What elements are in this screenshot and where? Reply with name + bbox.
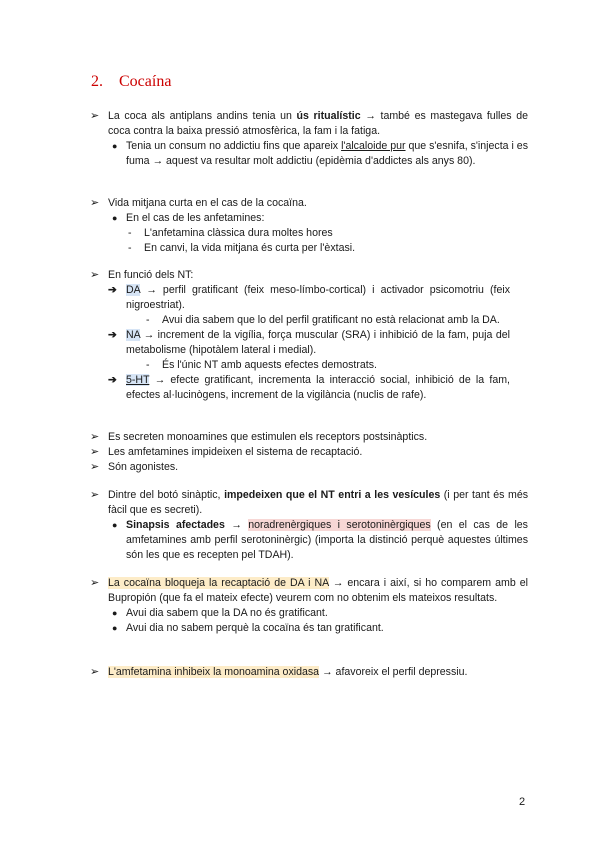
bullet-recaptacio [90,445,528,460]
text-run: (i per tant és més fàcil que es secreti). [108,489,529,516]
sub-bullet [112,606,528,621]
section-number: 2. [91,73,103,90]
arrow-bullet-icon: ➢ [90,461,100,473]
section-heading [91,72,171,92]
bullet-cocaina-recaptacio [90,576,528,636]
text-run: → encara i així, si ho comparem amb el Bupropión (que fa el mateix efecte) veurem com no obtenim els mateixos resultats. [108,577,528,604]
bullet-text [108,109,528,139]
text-run: que s'esnifa, s'injecta i es fuma → aquest va resultar molt addictiu (epidèmia d'addictes als anys 80). [126,140,529,167]
text-run: En el cas de les anfetamines: [126,212,265,224]
bullet-nt [90,268,528,403]
dash-item [128,226,492,241]
text-run: → increment de la vigília, força muscular (SRA) i inhibició de la fam, puja del metabolisme (hipotàlem lateral i medial). [126,329,510,356]
text-run: → [224,519,249,531]
sub-bullet [112,139,529,169]
section-title: Cocaína [119,73,172,90]
text-run: (en el cas de les amfetamines amb perfil serotoninèrgic) (importa la distinció perquè aquestes últimes són les que es recepten pel TDAH). [126,519,528,561]
bold-run: impedeixen que el NT entri a les vesícules [224,489,441,501]
text-run: → perfil gratificant (feix meso-límbo-cortical) i activador psicomotriu (feix nigroestriat). [126,284,510,311]
text-run: → afavoreix el perfil depressiu. [319,666,468,678]
text-run: Tenia un consum no addictiu fins que apareix [126,140,342,152]
highlight-5ht: 5-HT [126,374,150,386]
arrow-item-na [108,328,510,358]
text-run: Avui dia sabem que la DA no és gratificant. [126,607,328,619]
text-run: La coca als antiplans andins tenia un [108,110,297,122]
arrow-bullet-icon: ➢ [90,446,100,458]
bold-arrow-icon: ➔ [108,284,117,296]
highlight-na: NA [126,329,141,341]
sub-bullet [112,518,528,563]
text-run: → efecte gratificant, incrementa la interacció social, inhibició de la fam, efectes al·lucinògens, increment de la vigilància (nuclis de rafe). [126,374,510,401]
dash-icon: - [146,314,150,326]
dash-icon: - [128,242,132,254]
bold-arrow-icon: ➔ [108,374,117,386]
dash-icon: - [146,359,150,371]
round-bullet-icon: ● [112,141,118,151]
arrow-bullet-icon: ➢ [90,577,100,589]
bullet-agonistes [90,460,528,475]
bullet-vida-mitjana [90,196,528,256]
text-run: En canvi, la vida mitjana és curta per l'èxtasi. [144,242,356,254]
arrow-bullet-icon: ➢ [90,269,100,281]
dash-item [128,241,492,256]
highlight-da: DA [126,284,141,296]
underlined-run: l'alcaloide pur [341,140,406,152]
bullet-text [108,665,528,680]
text-run: És l'únic NT amb aquests efectes demostrats. [162,359,377,371]
arrow-bullet-icon: ➢ [90,197,100,209]
bullet-boto-sinaptic [90,488,528,563]
bullet-text: En funció dels NT: [108,269,194,281]
round-bullet-icon: ● [112,213,118,223]
bullet-coca-ritual [90,109,528,169]
highlight-amfetamina: L'amfetamina inhibeix la monoamina oxidasa [108,666,320,678]
sub-bullet [112,621,528,636]
arrow-item-5ht [108,373,510,403]
sub-bullet [112,211,528,226]
arrow-item-da [108,283,510,313]
bold-arrow-icon: ➔ [108,329,117,341]
arrow-bullet-icon: ➢ [90,110,100,122]
bullet-text [108,576,528,606]
bullet-text: Les amfetamines impideixen el sistema de recaptació. [108,446,363,458]
round-bullet-icon: ● [112,623,118,633]
bullet-text: Vida mitjana curta en el cas de la cocaïna. [108,197,307,209]
arrow-bullet-icon: ➢ [90,489,100,501]
arrow-bullet-icon: ➢ [90,431,100,443]
round-bullet-icon: ● [112,520,118,530]
dash-item [146,358,510,373]
bullet-secreten [90,430,528,445]
dash-item [146,313,510,328]
bullet-text: Es secreten monoamines que estimulen els receptors postsinàptics. [108,431,428,443]
page-number: 2 [519,796,526,808]
bold-run: ús ritualístic [296,110,361,122]
dash-icon: - [128,227,132,239]
text-run: L'anfetamina clàssica dura moltes hores [144,227,333,239]
text-run: Avui dia no sabem perquè la cocaïna és tan gratificant. [126,622,384,634]
highlight-cocaina: La cocaïna bloqueja la recaptació de DA i NA [108,577,329,589]
bullet-text [108,488,528,518]
highlight-sinapsis: noradrenèrgiques i serotoninèrgiques [248,519,431,531]
text-run: → també es mastegava fulles de coca contra la baixa pressió atmosfèrica, la fam i la fatiga. [108,110,529,137]
bullet-text: Són agonistes. [108,461,179,473]
bullet-mao [90,665,528,680]
text-run: Dintre del botó sinàptic, [108,489,225,501]
bold-run: Sinapsis afectades [126,519,225,531]
arrow-bullet-icon: ➢ [90,666,100,678]
round-bullet-icon: ● [112,608,118,618]
text-run: Avui dia sabem que lo del perfil gratificant no està relacionat amb la DA. [162,314,500,326]
